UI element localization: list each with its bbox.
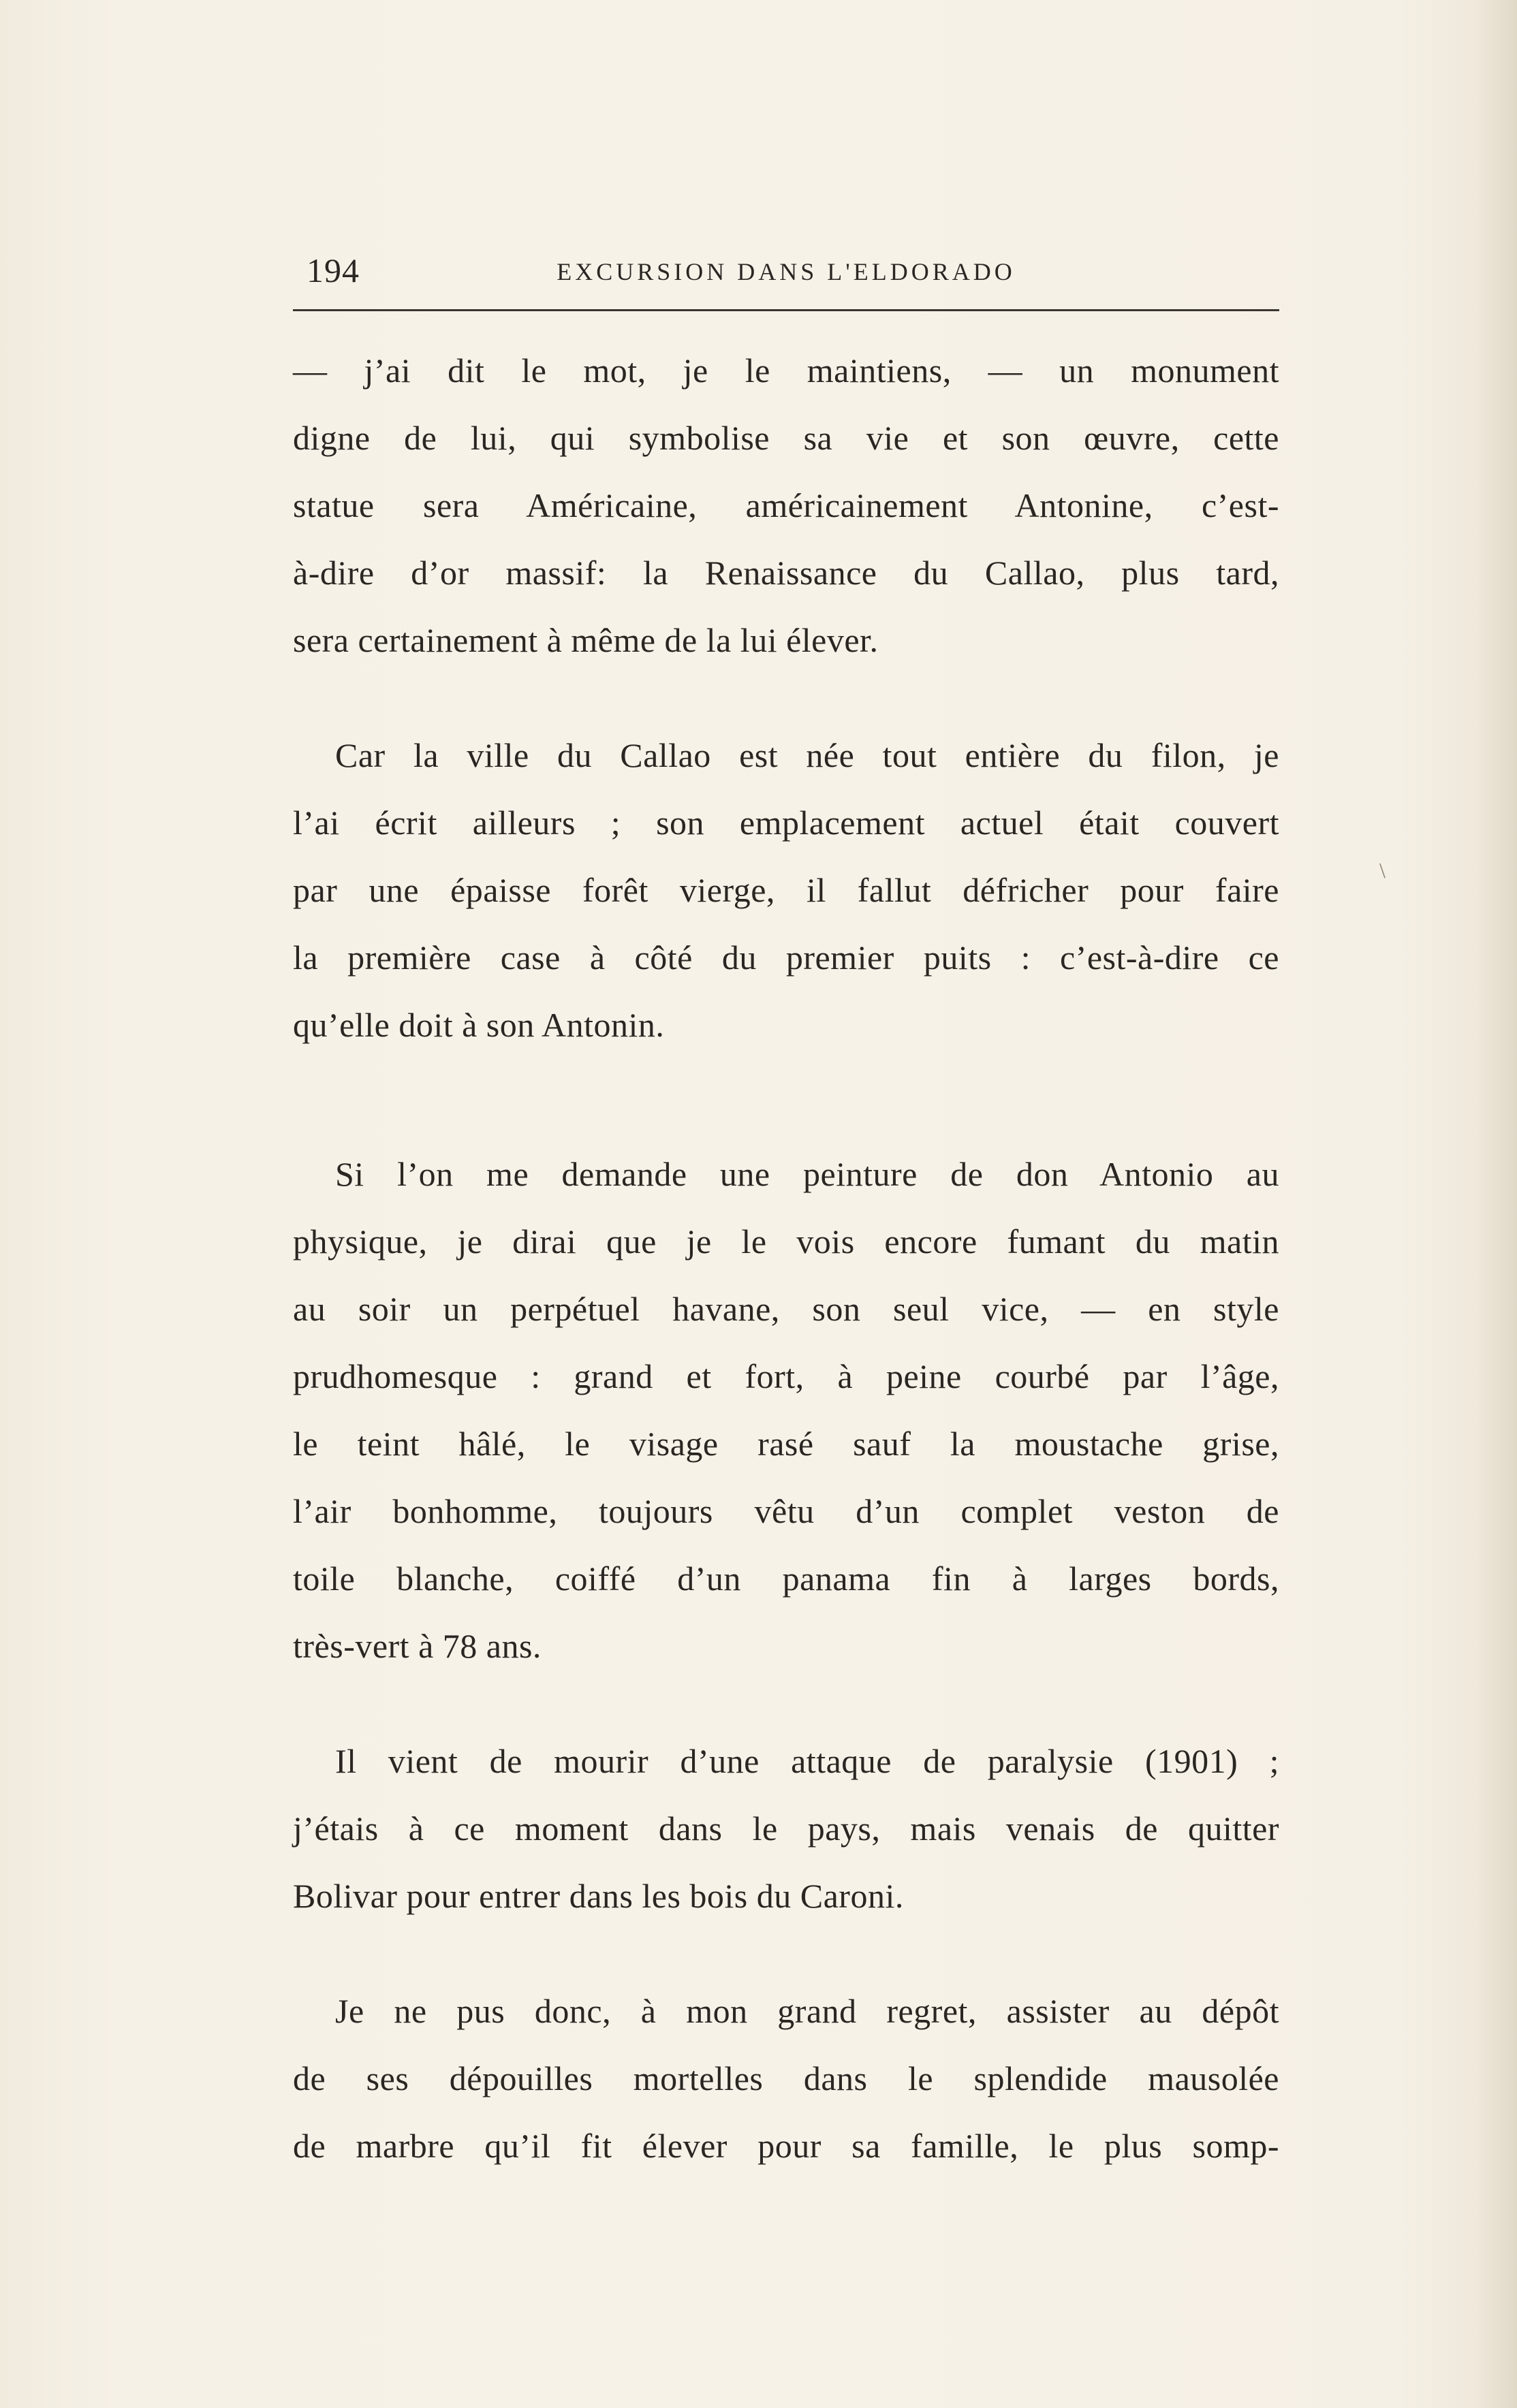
text-line: toile blanche, coiffé d’un panama fin à larges bords, xyxy=(293,1559,1279,1598)
running-head xyxy=(293,251,1279,298)
paragraph xyxy=(293,1728,1279,1930)
paragraph xyxy=(293,337,1279,674)
text-line: très-vert à 78 ans. xyxy=(293,1627,542,1665)
paragraph xyxy=(293,722,1279,1059)
text-line: le teint hâlé, le visage rasé sauf la moustache grise, xyxy=(293,1425,1279,1463)
text-line: Bolivar pour entrer dans les bois du Caroni. xyxy=(293,1877,904,1915)
header-rule xyxy=(293,309,1279,311)
page-edge-shadow xyxy=(1476,0,1517,2408)
text-line: Je ne pus donc, à mon grand regret, assister au dépôt xyxy=(335,1992,1279,2030)
text-line: la première case à côté du premier puits : c’est-à-dire ce xyxy=(293,938,1279,977)
text-line: de ses dépouilles mortelles dans le splendide mausolée xyxy=(293,2059,1279,2097)
text-line: statue sera Américaine, américainement Antonine, c’est- xyxy=(293,486,1279,524)
text-line: l’ai écrit ailleurs ; son emplacement actuel était couvert xyxy=(293,804,1279,842)
text-line: j’étais à ce moment dans le pays, mais venais de quitter xyxy=(293,1809,1279,1848)
paragraph xyxy=(293,1141,1279,1680)
text-line: prudhomesque : grand et fort, à peine courbé par l’âge, xyxy=(293,1357,1279,1395)
paragraph xyxy=(293,1978,1279,2180)
text-line: à-dire d’or massif: la Renaissance du Callao, plus tard, xyxy=(293,554,1279,592)
body-text xyxy=(293,337,1279,2180)
page-number: 194 xyxy=(307,251,360,289)
text-line: au soir un perpétuel havane, son seul vice, — en style xyxy=(293,1290,1279,1328)
text-line: physique, je dirai que je le vois encore fumant du matin xyxy=(293,1222,1279,1261)
text-line: Il vient de mourir d’une attaque de paralysie (1901) ; xyxy=(335,1742,1279,1780)
text-line: l’air bonhomme, toujours vêtu d’un complet veston de xyxy=(293,1492,1279,1530)
stray-mark: \ xyxy=(1379,858,1386,883)
text-line: Si l’on me demande une peinture de don Antonio au xyxy=(335,1155,1279,1193)
text-line: sera certainement à même de la lui élever. xyxy=(293,621,879,659)
text-line: — j’ai dit le mot, je le maintiens, — un monument xyxy=(293,351,1279,390)
text-line: digne de lui, qui symbolise sa vie et son œuvre, cette xyxy=(293,419,1279,457)
text-line: qu’elle doit à son Antonin. xyxy=(293,1006,665,1044)
text-line: Car la ville du Callao est née tout entière du filon, je xyxy=(335,736,1279,774)
text-line: de marbre qu’il fit élever pour sa famille, le plus somp- xyxy=(293,2127,1279,2165)
running-title: EXCURSION DANS L'ELDORADO xyxy=(557,258,1016,285)
text-line: par une épaisse forêt vierge, il fallut défricher pour faire xyxy=(293,871,1279,909)
